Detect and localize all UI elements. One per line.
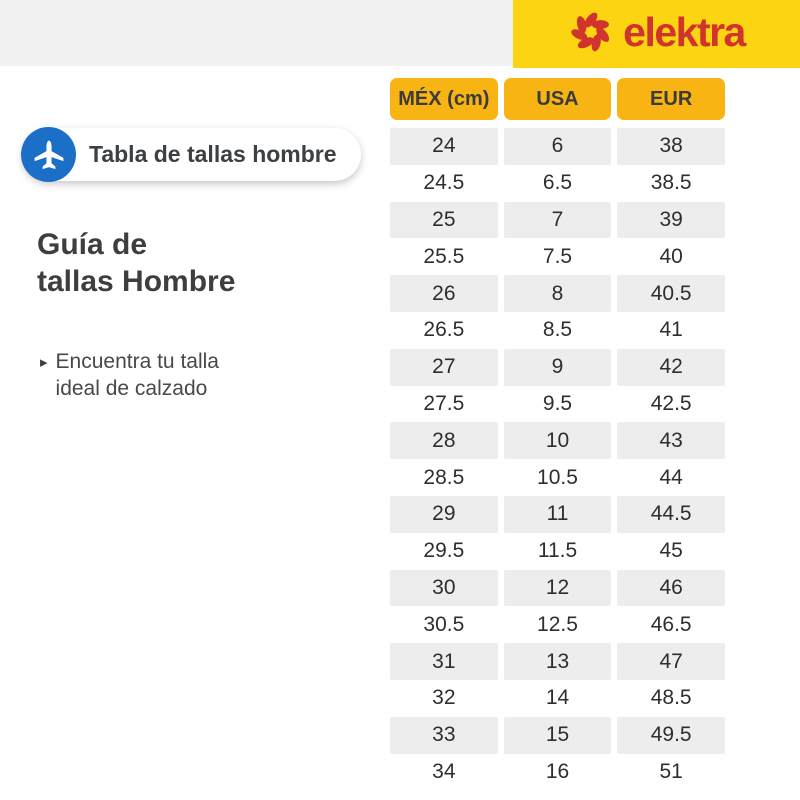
table-cell: 28	[390, 422, 498, 459]
table-row	[390, 202, 725, 239]
table-row	[390, 496, 725, 533]
table-row	[390, 422, 725, 459]
table-cell: 6.5	[542, 171, 573, 195]
table-cell: 8	[504, 275, 612, 312]
table-cell: 46.5	[650, 612, 692, 636]
table-cell: 39	[617, 202, 725, 239]
page-title-line2: tallas Hombre	[37, 265, 236, 298]
table-cell: 10.5	[537, 465, 578, 489]
table-cell: 25.5	[423, 244, 465, 268]
table-cell: 49.5	[617, 717, 725, 754]
table-cell: 12.5	[537, 612, 578, 636]
table-cell: 6	[504, 128, 612, 165]
table-cell: 7.5	[542, 244, 573, 268]
table-header-usa: USA	[504, 78, 612, 120]
note-text-line1: Encuentra tu talla	[55, 350, 219, 373]
elektra-pinwheel-icon	[568, 9, 614, 60]
table-cell: 30.5	[423, 612, 465, 636]
table-cell: 47	[617, 643, 725, 680]
page-title-line1: Guía de	[37, 228, 148, 261]
table-header-eur: EUR	[617, 78, 725, 120]
table-cell: 51	[659, 759, 683, 783]
table-cell: 41	[659, 318, 683, 342]
table-cell: 24	[390, 128, 498, 165]
table-cell: 43	[617, 422, 725, 459]
table-row	[390, 717, 725, 754]
table-row	[390, 754, 725, 791]
note-bullet-item	[40, 348, 219, 402]
table-cell: 16	[545, 759, 570, 783]
table-row	[390, 643, 725, 680]
table-cell: 26	[390, 275, 498, 312]
table-cell: 26.5	[423, 318, 465, 342]
table-cell: 25	[390, 202, 498, 239]
table-cell: 9	[504, 349, 612, 386]
table-cell: 13	[504, 643, 612, 680]
table-cell: 24.5	[423, 171, 465, 195]
table-cell: 27.5	[423, 391, 465, 415]
size-chart-badge	[22, 128, 361, 181]
table-cell: 28.5	[423, 465, 465, 489]
table-cell: 9.5	[542, 391, 573, 415]
table-row	[390, 312, 725, 349]
table-cell: 45	[659, 539, 683, 563]
table-cell: 38	[617, 128, 725, 165]
table-row	[390, 570, 725, 607]
table-header-mex: MÉX (cm)	[390, 78, 498, 120]
table-row	[390, 606, 725, 643]
table-row	[390, 165, 725, 202]
table-cell: 30	[390, 570, 498, 607]
table-cell: 44	[659, 465, 683, 489]
table-cell: 29	[390, 496, 498, 533]
table-cell: 31	[390, 643, 498, 680]
table-cell: 34	[432, 759, 456, 783]
bullet-arrow-icon: ▸	[40, 354, 48, 371]
table-cell: 27	[390, 349, 498, 386]
table-cell: 7	[504, 202, 612, 239]
table-cell: 44.5	[617, 496, 725, 533]
table-row	[390, 128, 725, 165]
table-cell: 48.5	[650, 686, 692, 710]
table-cell: 14	[545, 686, 570, 710]
table-cell: 40.5	[617, 275, 725, 312]
table-row	[390, 533, 725, 570]
brand-banner	[513, 0, 800, 68]
table-cell: 33	[390, 717, 498, 754]
brand-wordmark: elektra	[623, 8, 745, 55]
table-cell: 46	[617, 570, 725, 607]
table-cell: 12	[504, 570, 612, 607]
airplane-icon	[21, 127, 76, 182]
table-cell: 8.5	[542, 318, 573, 342]
table-row	[390, 386, 725, 423]
table-cell: 40	[659, 244, 683, 268]
page-title	[37, 226, 235, 300]
table-row	[390, 349, 725, 386]
table-row	[390, 275, 725, 312]
table-cell: 38.5	[650, 171, 692, 195]
table-cell: 11.5	[537, 539, 578, 563]
table-row	[390, 238, 725, 275]
note-text-line2: ideal de calzado	[55, 377, 208, 400]
table-cell: 42	[617, 349, 725, 386]
badge-label: Tabla de tallas hombre	[89, 141, 337, 167]
table-cell: 15	[504, 717, 612, 754]
table-header-row	[390, 78, 725, 120]
table-body	[390, 128, 725, 790]
table-cell: 42.5	[650, 391, 692, 415]
table-row	[390, 459, 725, 496]
size-conversion-table	[390, 78, 725, 790]
table-cell: 29.5	[423, 539, 465, 563]
table-row	[390, 680, 725, 717]
table-cell: 32	[432, 686, 456, 710]
table-cell: 11	[504, 496, 612, 533]
note-text	[56, 348, 219, 402]
table-cell: 10	[504, 422, 612, 459]
